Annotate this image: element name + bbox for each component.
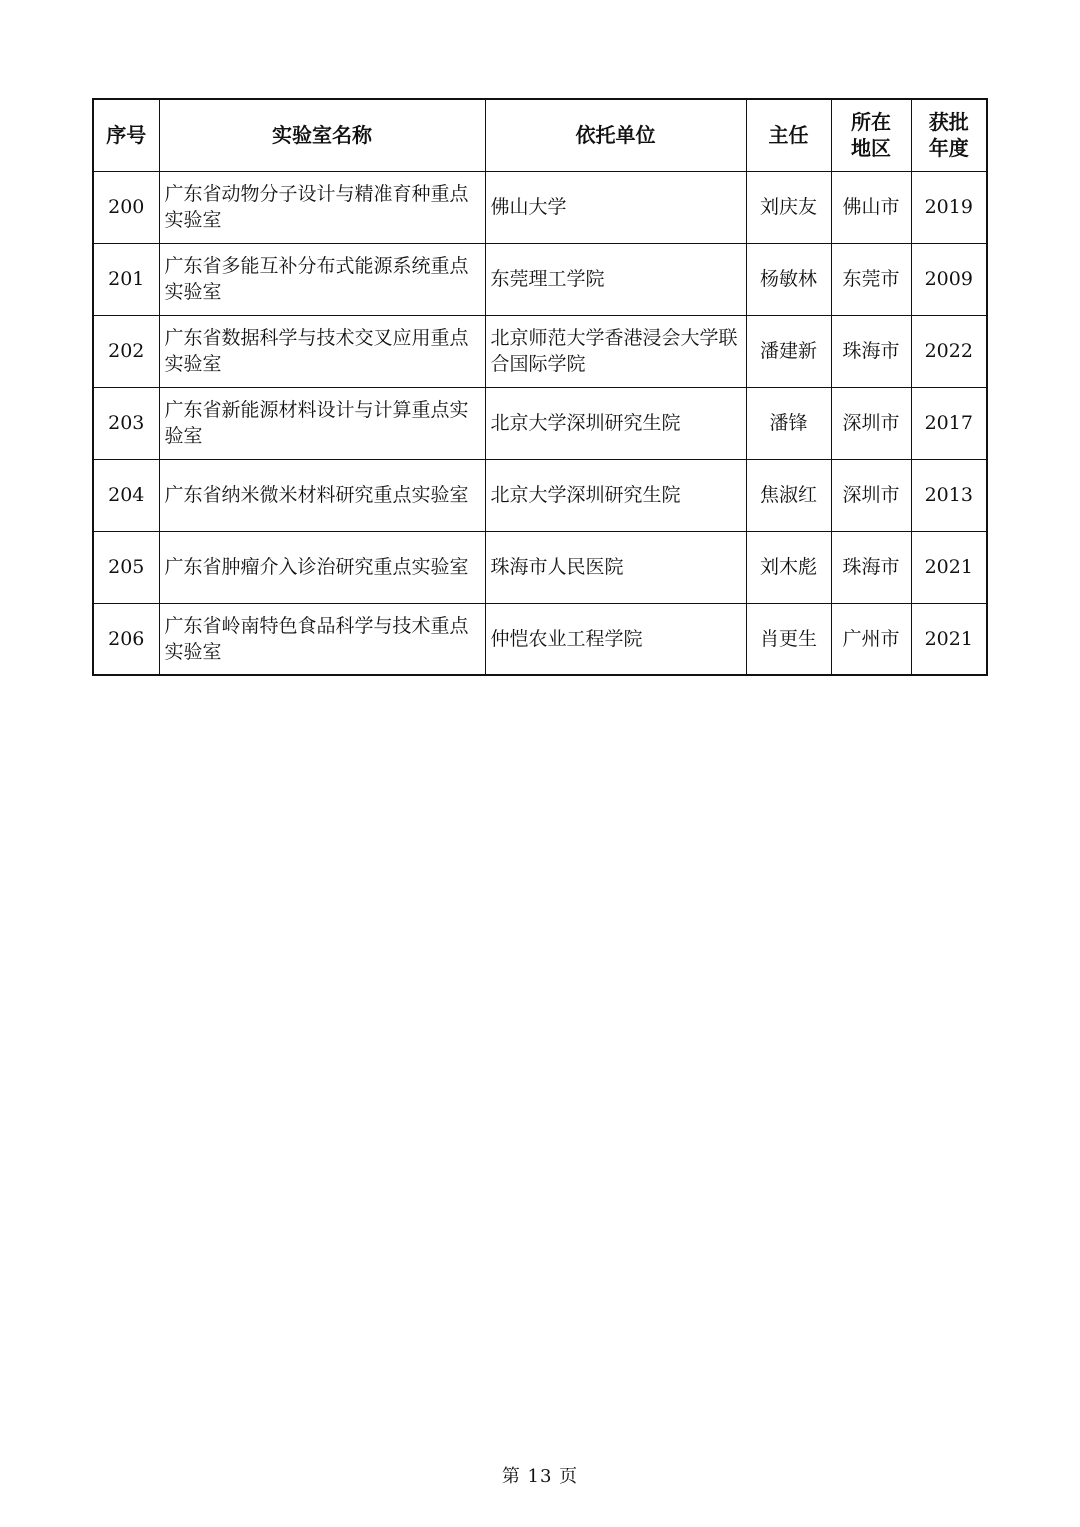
- cell-year: 2021: [911, 603, 987, 675]
- header-year: 获批 年度: [911, 99, 987, 171]
- table-row: [93, 603, 987, 675]
- cell-area: 东莞市: [831, 243, 911, 315]
- cell-director: 潘锋: [746, 387, 831, 459]
- header-area: 所在 地区: [831, 99, 911, 171]
- lab-table: [92, 98, 988, 676]
- cell-area: 佛山市: [831, 171, 911, 243]
- cell-unit: 北京大学深圳研究生院: [485, 387, 746, 459]
- cell-num: 201: [93, 243, 159, 315]
- cell-area: 珠海市: [831, 531, 911, 603]
- cell-num: 200: [93, 171, 159, 243]
- cell-num: 204: [93, 459, 159, 531]
- cell-lab-name: 广东省纳米微米材料研究重点实验室: [159, 459, 485, 531]
- cell-director: 潘建新: [746, 315, 831, 387]
- header-num: 序号: [93, 99, 159, 171]
- cell-year: 2013: [911, 459, 987, 531]
- cell-num: 203: [93, 387, 159, 459]
- header-name: 实验室名称: [159, 99, 485, 171]
- cell-director: 刘木彪: [746, 531, 831, 603]
- cell-lab-name: 广东省数据科学与技术交叉应用重点实验室: [159, 315, 485, 387]
- table-header-row: [93, 99, 987, 171]
- cell-director: 焦淑红: [746, 459, 831, 531]
- cell-lab-name: 广东省岭南特色食品科学与技术重点实验室: [159, 603, 485, 675]
- table-row: [93, 315, 987, 387]
- cell-area: 广州市: [831, 603, 911, 675]
- cell-area: 深圳市: [831, 387, 911, 459]
- cell-director: 杨敏林: [746, 243, 831, 315]
- cell-lab-name: 广东省动物分子设计与精准育种重点实验室: [159, 171, 485, 243]
- cell-unit: 北京大学深圳研究生院: [485, 459, 746, 531]
- cell-num: 206: [93, 603, 159, 675]
- cell-year: 2009: [911, 243, 987, 315]
- table-row: [93, 243, 987, 315]
- cell-year: 2017: [911, 387, 987, 459]
- cell-director: 肖更生: [746, 603, 831, 675]
- table-row: [93, 171, 987, 243]
- cell-num: 205: [93, 531, 159, 603]
- cell-year: 2021: [911, 531, 987, 603]
- cell-unit: 北京师范大学香港浸会大学联合国际学院: [485, 315, 746, 387]
- header-director: 主任: [746, 99, 831, 171]
- cell-num: 202: [93, 315, 159, 387]
- cell-unit: 东莞理工学院: [485, 243, 746, 315]
- cell-area: 珠海市: [831, 315, 911, 387]
- cell-lab-name: 广东省多能互补分布式能源系统重点实验室: [159, 243, 485, 315]
- cell-director: 刘庆友: [746, 171, 831, 243]
- cell-unit: 佛山大学: [485, 171, 746, 243]
- cell-year: 2019: [911, 171, 987, 243]
- cell-area: 深圳市: [831, 459, 911, 531]
- cell-lab-name: 广东省新能源材料设计与计算重点实验室: [159, 387, 485, 459]
- page-number: 第 13 页: [501, 1466, 579, 1487]
- table-row: [93, 531, 987, 603]
- cell-unit: 珠海市人民医院: [485, 531, 746, 603]
- cell-lab-name: 广东省肿瘤介入诊治研究重点实验室: [159, 531, 485, 603]
- table-row: [93, 387, 987, 459]
- table-row: [93, 459, 987, 531]
- header-unit: 依托单位: [485, 99, 746, 171]
- cell-unit: 仲恺农业工程学院: [485, 603, 746, 675]
- cell-year: 2022: [911, 315, 987, 387]
